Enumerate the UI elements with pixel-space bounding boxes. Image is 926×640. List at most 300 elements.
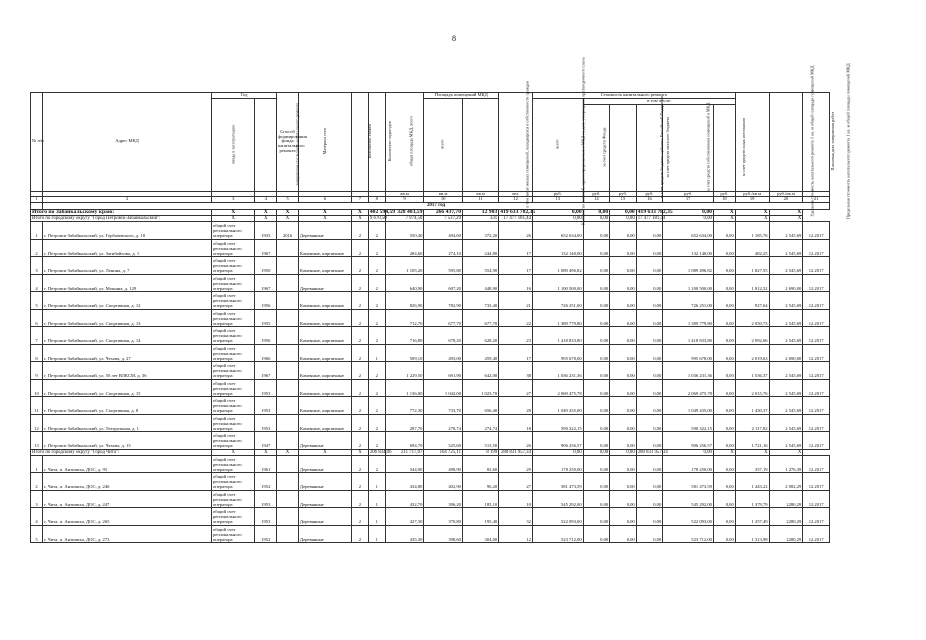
cell-uc: 927,64 bbox=[735, 292, 769, 310]
summary-cell: 0,00 bbox=[663, 209, 714, 216]
cell-method: общий счет регионального оператора bbox=[212, 222, 255, 240]
cell-addr: г. Чита, п. Антипиха, ДОС, д. 246 bbox=[43, 473, 212, 491]
cell-res: 27 bbox=[499, 379, 533, 397]
unit-cell: руб./кв.м bbox=[769, 191, 803, 197]
cell-a1: 640,90 bbox=[385, 274, 424, 292]
cell-c1: 0,00 bbox=[583, 222, 610, 240]
cell-a2: 677,70 bbox=[424, 309, 463, 327]
cell-c3: 0,00 bbox=[636, 222, 663, 240]
cell-c1: 0,00 bbox=[583, 309, 610, 327]
hdr-unit-cost: Удельная стоимость капитального ремонта 1 кв. м общей площади помещений МКД bbox=[735, 93, 769, 192]
cell-mat: Каменные, кирпичные bbox=[298, 397, 351, 415]
cell-c3: 0,00 bbox=[636, 508, 663, 526]
cell-c4: 995 678,00 bbox=[663, 344, 714, 362]
cell-y1: 1953 bbox=[255, 508, 277, 526]
cell-dt: 12.2017 bbox=[803, 239, 830, 257]
table-row bbox=[31, 344, 830, 362]
summary-cell: 0,00 bbox=[610, 216, 637, 222]
cell-addr: г. Петровск-Забайкальский, ул. Театральная, д. 1 bbox=[43, 414, 212, 432]
cell-c1: 0,00 bbox=[583, 274, 610, 292]
cell-dt: 12.2017 bbox=[803, 414, 830, 432]
cell-c3: 0,00 bbox=[636, 274, 663, 292]
cell-mat: Деревянные bbox=[298, 222, 351, 240]
cell-res: 17 bbox=[499, 257, 533, 275]
summary-cell: X bbox=[298, 216, 351, 222]
cell-fl: 2 bbox=[351, 309, 368, 327]
summary-cell: X bbox=[769, 209, 803, 216]
cell-a3: 656,40 bbox=[462, 397, 498, 415]
summary-cell: 8 199 bbox=[462, 449, 498, 455]
table-row bbox=[31, 239, 830, 257]
cell-a2: 278,74 bbox=[424, 414, 463, 432]
column-number: 3 bbox=[212, 197, 255, 203]
cell-mc: 2 545,69 bbox=[769, 414, 803, 432]
cell-mc: 2 545,69 bbox=[769, 292, 803, 310]
cell-c1: 0,00 bbox=[583, 490, 610, 508]
hdr-residents: Количество жителей, зарегистрированных в МКД на дату утверждения краткосрочного плана bbox=[499, 93, 533, 192]
cell-a1: 435,30 bbox=[385, 525, 424, 543]
cell-c2: 0,00 bbox=[610, 508, 637, 526]
cell-c5: 0,00 bbox=[713, 292, 735, 310]
cell-a3: 185,10 bbox=[462, 490, 498, 508]
cell-ct: 132 140,00 bbox=[532, 239, 583, 257]
summary-cell: 7 974,50 bbox=[385, 216, 424, 222]
cell-ct: 995 678,00 bbox=[532, 344, 583, 362]
cell-n: 4 bbox=[31, 508, 43, 526]
cell-method: общий счет регионального оператора bbox=[212, 379, 255, 397]
cell-addr: г. Петровск-Забайкальский, ул. Чехова, д. 15 bbox=[43, 432, 212, 450]
cell-c1: 0,00 bbox=[583, 397, 610, 415]
cell-y2 bbox=[277, 362, 299, 380]
cell-ct: 2 069 475,78 bbox=[532, 379, 583, 397]
hdr-total-area: общая площадь МКД, всего bbox=[385, 93, 424, 192]
cell-mc: 2280,29 bbox=[769, 508, 803, 526]
cell-a2: 782,90 bbox=[424, 292, 463, 310]
cell-ct: 726 251,00 bbox=[532, 292, 583, 310]
cell-mat: Деревянные bbox=[298, 473, 351, 491]
cell-y2 bbox=[277, 455, 299, 473]
cell-a1: 434,80 bbox=[385, 473, 424, 491]
summary-cell: 419 633 782,35 bbox=[637, 208, 673, 215]
column-number: 4 bbox=[255, 197, 277, 203]
cell-dt: 12.2017 bbox=[803, 344, 830, 362]
cell-a3: 304,00 bbox=[462, 525, 498, 543]
cell-y2 bbox=[277, 379, 299, 397]
cell-mat: Каменные, кирпичные bbox=[298, 344, 351, 362]
cell-a2: 493,00 bbox=[424, 344, 463, 362]
summary-cell: 7 537,29 bbox=[424, 216, 463, 222]
cell-c5: 0,00 bbox=[713, 257, 735, 275]
cell-c5: 0,00 bbox=[713, 432, 735, 450]
cell-addr: г. Петровск-Забайкальский, ул. Спортивная, д. 14 bbox=[43, 327, 212, 345]
cell-en: 2 bbox=[368, 239, 385, 257]
cell-mat: Деревянные bbox=[298, 508, 351, 526]
cell-res: 26 bbox=[499, 432, 533, 450]
cell-c3: 0,00 bbox=[636, 309, 663, 327]
cell-addr: г. Петровск-Забайкальский, ул. Мошина, д. 129 bbox=[43, 274, 212, 292]
cell-en: 2 bbox=[368, 257, 385, 275]
cell-a2: 678,20 bbox=[424, 327, 463, 345]
cell-fl: 2 bbox=[351, 344, 368, 362]
cell-method: общий счет регионального оператора bbox=[212, 508, 255, 526]
cell-dt: 12.2017 bbox=[803, 397, 830, 415]
cell-fl: 2 bbox=[351, 292, 368, 310]
cell-en: 1 bbox=[368, 490, 385, 508]
cell-y2 bbox=[277, 508, 299, 526]
cell-en: 2 bbox=[368, 397, 385, 415]
cell-a3: 1 023,70 bbox=[462, 379, 498, 397]
cell-y1: 1953 bbox=[255, 397, 277, 415]
cell-dt: 12.2017 bbox=[803, 309, 830, 327]
summary-cell: X bbox=[735, 216, 769, 222]
summary-cell: 9 670,50 bbox=[369, 216, 387, 222]
cell-fl: 2 bbox=[351, 525, 368, 543]
cell-addr: г. Петровск-Забайкальский, ул. Спортивная, д. 12 bbox=[43, 292, 212, 310]
summary-cell: 0,00 bbox=[610, 209, 637, 216]
cell-c3: 0,00 bbox=[636, 257, 663, 275]
cell-dt: 12.2017 bbox=[803, 525, 830, 543]
hdr-cost-region: за счет средств бюджета субъекта Российской Федерации bbox=[610, 104, 637, 191]
table-row bbox=[31, 257, 830, 275]
cell-a2: 494,60 bbox=[424, 222, 463, 240]
cell-mc: 2 545,69 bbox=[769, 327, 803, 345]
cell-n: 10 bbox=[31, 379, 43, 397]
cell-a1: 1 105,20 bbox=[385, 257, 424, 275]
cell-en: 1 bbox=[368, 473, 385, 491]
summary-cell: 211 717,07 bbox=[385, 449, 424, 455]
cell-c3: 0,00 bbox=[636, 455, 663, 473]
cell-c2: 0,00 bbox=[610, 309, 637, 327]
cell-res: 10 bbox=[499, 490, 533, 508]
summary-cell: X bbox=[255, 216, 277, 222]
cell-n: 8 bbox=[31, 344, 43, 362]
unit-cell: руб. bbox=[532, 191, 583, 197]
cell-y2 bbox=[277, 327, 299, 345]
cell-c1: 0,00 bbox=[583, 344, 610, 362]
summary-cell: X bbox=[735, 209, 769, 216]
cell-y2 bbox=[277, 292, 299, 310]
cell-res: 17 bbox=[499, 344, 533, 362]
hdr-cost-fund: за счет средств Фонда bbox=[583, 104, 610, 191]
cell-c2: 0,00 bbox=[610, 239, 637, 257]
cell-res: 32 bbox=[499, 508, 533, 526]
cell-addr: г. Петровск-Забайкальский, ул. Горбачевского, д. 18 bbox=[43, 222, 212, 240]
cell-c3: 0,00 bbox=[636, 525, 663, 543]
cell-fl: 2 bbox=[351, 508, 368, 526]
summary-cell: X bbox=[298, 449, 351, 455]
column-number: 9 bbox=[385, 197, 424, 203]
summary-cell: 419 633 782,35 bbox=[500, 208, 536, 215]
cell-fl: 2 bbox=[351, 432, 368, 450]
cell-method: общий счет регионального оператора bbox=[212, 309, 255, 327]
cell-c2: 0,00 bbox=[610, 397, 637, 415]
cell-c2: 0,00 bbox=[610, 257, 637, 275]
hdr-wall-material: Материал стен bbox=[298, 93, 351, 192]
column-number: 6 bbox=[298, 197, 351, 203]
cell-c2: 0,00 bbox=[610, 490, 637, 508]
cell-n: 1 bbox=[31, 455, 43, 473]
cell-fl: 2 bbox=[351, 490, 368, 508]
cell-c3: 0,00 bbox=[636, 490, 663, 508]
column-number: 16 bbox=[636, 197, 663, 203]
hdr-cost-group: Стоимость капитального ремонта bbox=[532, 93, 735, 99]
cell-addr: г. Петровск-Забайкальский, ул. Спортивная, д. 8 bbox=[43, 397, 212, 415]
cell-mat: Каменные, кирпичные bbox=[298, 414, 351, 432]
cell-c3: 0,00 bbox=[636, 379, 663, 397]
cell-mat: Каменные, кирпичные bbox=[298, 239, 351, 257]
cell-c1: 0,00 bbox=[583, 292, 610, 310]
cell-mat: Деревянные bbox=[298, 432, 351, 450]
cell-fl: 2 bbox=[351, 455, 368, 473]
cell-c2: 0,00 bbox=[610, 525, 637, 543]
column-number: 1 bbox=[31, 197, 43, 203]
cell-ct: 523 712,00 bbox=[532, 525, 583, 543]
cell-addr: г. Чита, п. Антипиха, ДОС, д. 95 bbox=[43, 455, 212, 473]
cell-addr: г. Петровск-Забайкальский, ул. Чехова, д. 27 bbox=[43, 344, 212, 362]
cell-mc: 2 545,69 bbox=[769, 397, 803, 415]
cell-method: общий счет регионального оператора bbox=[212, 525, 255, 543]
cell-c2: 0,00 bbox=[610, 274, 637, 292]
unit-cell: руб. bbox=[610, 191, 637, 197]
cell-ct: 1 036 231,36 bbox=[532, 362, 583, 380]
repair-plan-table bbox=[30, 57, 851, 543]
cell-addr: г. Чита, п. Антипиха, ДОС, д. 247 bbox=[43, 490, 212, 508]
cell-c1: 0,00 bbox=[583, 327, 610, 345]
cell-mc: 2 545,69 bbox=[769, 432, 803, 450]
cell-c3: 0,00 bbox=[636, 414, 663, 432]
cell-c5: 0,00 bbox=[713, 379, 735, 397]
column-number: 19 bbox=[735, 197, 769, 203]
cell-mat: Каменные, кирпичные bbox=[298, 309, 351, 327]
cell-c5: 0,00 bbox=[713, 309, 735, 327]
table-row bbox=[31, 508, 830, 526]
cell-a3: 554,90 bbox=[462, 257, 498, 275]
cell-fl: 2 bbox=[351, 414, 368, 432]
cell-a1: 1 136,00 bbox=[385, 379, 424, 397]
cell-a2: 691,90 bbox=[424, 362, 463, 380]
column-number: 7 bbox=[351, 197, 368, 203]
cell-a1: 284,60 bbox=[385, 239, 424, 257]
cell-uc: 2 019,63 bbox=[735, 344, 769, 362]
cell-addr: г. Петровск-Забайкальский, ул. 50 лет ВЛКСМ, д. 36 bbox=[43, 362, 212, 380]
table-row bbox=[31, 309, 830, 327]
cell-y1: 1933 bbox=[255, 222, 277, 240]
cell-n: 6 bbox=[31, 309, 43, 327]
cell-c3: 0,00 bbox=[636, 292, 663, 310]
summary-cell: X bbox=[277, 449, 299, 455]
cell-a3: 274,74 bbox=[462, 414, 498, 432]
hdr-cost-owners: за счет средств собственников помещений в МКД bbox=[663, 104, 714, 191]
column-number: 13 bbox=[532, 197, 583, 203]
unit-cell: руб. bbox=[636, 191, 663, 197]
hdr-address: Адрес МКД bbox=[43, 93, 212, 192]
summary-cell: 12 903 bbox=[462, 209, 498, 216]
unit-cell: кв.м bbox=[385, 191, 424, 197]
column-number: 12 bbox=[499, 197, 533, 203]
cell-a2: 402,90 bbox=[424, 473, 463, 491]
cell-dt: 12.2017 bbox=[803, 327, 830, 345]
summary-cell: X bbox=[769, 449, 803, 455]
cell-dt: 12.2017 bbox=[803, 379, 830, 397]
cell-uc: 2 092,06 bbox=[735, 327, 769, 345]
cell-c2: 0,00 bbox=[610, 379, 637, 397]
cell-method: общий счет регионального оператора bbox=[212, 274, 255, 292]
cell-a3: 96,20 bbox=[462, 473, 498, 491]
cell-y2 bbox=[277, 309, 299, 327]
cell-ct: 522 093,00 bbox=[532, 508, 583, 526]
cell-y1: 1950 bbox=[255, 257, 277, 275]
year-label: 2017 год bbox=[43, 203, 830, 209]
cell-a1: 826,90 bbox=[385, 292, 424, 310]
table-row bbox=[31, 292, 830, 310]
cell-c5: 0,00 bbox=[713, 239, 735, 257]
cell-dt: 12.2017 bbox=[803, 473, 830, 491]
summary-cell: 206 834,06 bbox=[369, 449, 392, 455]
cell-a2: 396,20 bbox=[424, 490, 463, 508]
hdr-max-cost: Предельная стоимость капитального ремонта 1 кв. м общей площади помещений МКД bbox=[769, 93, 803, 192]
column-number: 15 bbox=[610, 197, 637, 203]
cell-y2 bbox=[277, 525, 299, 543]
cell-c4: 523 712,00 bbox=[663, 525, 714, 543]
hdr-planned-date: Плановая дата завершения работ bbox=[803, 93, 830, 192]
cell-c5: 0,00 bbox=[713, 490, 735, 508]
cell-y2 bbox=[277, 239, 299, 257]
cell-mc: 2 545,69 bbox=[769, 379, 803, 397]
cell-mat: Деревянные bbox=[298, 455, 351, 473]
summary-cell: X bbox=[212, 449, 255, 455]
cell-a2: 274,10 bbox=[424, 239, 463, 257]
cell-y1: 1956 bbox=[255, 292, 277, 310]
cell-a3: 628,20 bbox=[462, 327, 498, 345]
cell-c4: 590 322,15 bbox=[663, 414, 714, 432]
hdr-cost-local: за счет средств местного бюджета bbox=[636, 104, 663, 191]
summary-cell: 402 594,59 bbox=[369, 208, 396, 215]
cell-mat: Каменные, кирпичные bbox=[298, 327, 351, 345]
cell-ct: 1 418 833,80 bbox=[532, 327, 583, 345]
summary-cell: 0,00 bbox=[583, 216, 610, 222]
cell-c5: 0,00 bbox=[713, 327, 735, 345]
cell-method: общий счет регионального оператора bbox=[212, 327, 255, 345]
cell-mc: 2280,29 bbox=[769, 490, 803, 508]
cell-addr: г. Петровск-Забайкальский, ул. Спортивная, д. 13 bbox=[43, 309, 212, 327]
cell-c3: 0,00 bbox=[636, 432, 663, 450]
cell-a1: 712,70 bbox=[385, 309, 424, 327]
cell-a1: 716,80 bbox=[385, 327, 424, 345]
hdr-floors: Количество этажей bbox=[351, 93, 368, 192]
column-number: 17 bbox=[663, 197, 714, 203]
cell-mc: 2 082,29 bbox=[769, 473, 803, 491]
cell-n: 9 bbox=[31, 362, 43, 380]
cell-c5: 0,00 bbox=[713, 344, 735, 362]
summary-cell: X bbox=[769, 216, 803, 222]
cell-en: 2 bbox=[368, 274, 385, 292]
unit-cell: руб. bbox=[713, 191, 735, 197]
cell-y2 bbox=[277, 490, 299, 508]
cell-addr: г. Петровск-Забайкальский, ул. Ленина, д. 7 bbox=[43, 257, 212, 275]
cell-a3: 372,20 bbox=[462, 222, 498, 240]
cell-a1: 427,30 bbox=[385, 508, 424, 526]
cell-n: 4 bbox=[31, 274, 43, 292]
cell-ct: 178 250,00 bbox=[532, 455, 583, 473]
unit-cell: руб./кв.м bbox=[735, 191, 769, 197]
cell-y2 bbox=[277, 397, 299, 415]
cell-fl: 2 bbox=[351, 257, 368, 275]
cell-ct: 652 634,00 bbox=[532, 222, 583, 240]
cell-n: 7 bbox=[31, 327, 43, 345]
unit-cell: руб. bbox=[583, 191, 610, 197]
hdr-year-commission: ввода в эксплуатацию bbox=[212, 98, 255, 191]
cell-fl: 2 bbox=[351, 362, 368, 380]
cell-c1: 0,00 bbox=[583, 508, 610, 526]
cell-c1: 0,00 bbox=[583, 239, 610, 257]
cell-res: 27 bbox=[499, 473, 533, 491]
summary-cell: X bbox=[713, 216, 735, 222]
cell-dt: 12.2017 bbox=[803, 362, 830, 380]
summary-cell: X bbox=[212, 216, 255, 222]
cell-fl: 2 bbox=[351, 274, 368, 292]
column-number: 10 bbox=[424, 197, 463, 203]
cell-y2 bbox=[277, 414, 299, 432]
cell-y2 bbox=[277, 274, 299, 292]
summary-cell: X bbox=[713, 209, 735, 216]
cell-method: общий счет регионального оператора bbox=[212, 362, 255, 380]
cell-a1: 694,70 bbox=[385, 432, 424, 450]
cell-uc: 1 721,16 bbox=[735, 432, 769, 450]
hdr-year-group: Год bbox=[212, 93, 277, 99]
cell-c2: 0,00 bbox=[610, 362, 637, 380]
cell-addr: г. Чита, п. Антипиха, ДОС, д. 265 bbox=[43, 508, 212, 526]
cell-method: общий счет регионального оператора bbox=[212, 432, 255, 450]
cell-n: 11 bbox=[31, 397, 43, 415]
column-number: 2 bbox=[43, 197, 212, 203]
cell-c1: 0,00 bbox=[583, 414, 610, 432]
cell-method: общий счет регионального оператора bbox=[212, 490, 255, 508]
cell-c5: 0,00 bbox=[713, 274, 735, 292]
cell-c3: 0,00 bbox=[636, 344, 663, 362]
cell-addr: г. Петровск-Забайкальский, ул. Загибайлова, д. 1 bbox=[43, 239, 212, 257]
cell-ct: 1 089 496,82 bbox=[532, 257, 583, 275]
column-number: 18 bbox=[713, 197, 735, 203]
table-row bbox=[31, 414, 830, 432]
cell-res: 12 bbox=[499, 525, 533, 543]
summary-cell: 328 483,59 bbox=[385, 209, 424, 216]
cell-c4: 1 389 779,80 bbox=[663, 309, 714, 327]
cell-ct: 906 256,57 bbox=[532, 432, 583, 450]
cell-c3: 0,00 bbox=[636, 239, 663, 257]
summary-cell: 0,00 bbox=[583, 449, 610, 455]
cell-a1: 509,10 bbox=[385, 344, 424, 362]
cell-n: 12 bbox=[31, 414, 43, 432]
summary-cell: 331 bbox=[462, 216, 498, 222]
cell-c3: 0,00 bbox=[636, 327, 663, 345]
cell-a3: 448,90 bbox=[462, 274, 498, 292]
cell-uc: 1 430,37 bbox=[735, 397, 769, 415]
summary-cell: 280 831 957,34 bbox=[637, 449, 668, 455]
cell-y1: 1955 bbox=[255, 309, 277, 327]
column-number: 14 bbox=[583, 197, 610, 203]
cell-en: 2 bbox=[368, 309, 385, 327]
cell-c5: 0,00 bbox=[713, 525, 735, 543]
cell-c1: 0,00 bbox=[583, 455, 610, 473]
cell-uc: 482,25 bbox=[735, 239, 769, 257]
cell-uc: 1 257,49 bbox=[735, 508, 769, 526]
cell-c4: 906 256,57 bbox=[663, 432, 714, 450]
cell-uc: 1 185,76 bbox=[735, 222, 769, 240]
summary-cell: 0,00 bbox=[663, 449, 714, 455]
cell-fl: 2 bbox=[351, 397, 368, 415]
summary-label: Итого по городскому округу "Город Чита": bbox=[31, 449, 212, 455]
cell-res: 18 bbox=[499, 414, 533, 432]
